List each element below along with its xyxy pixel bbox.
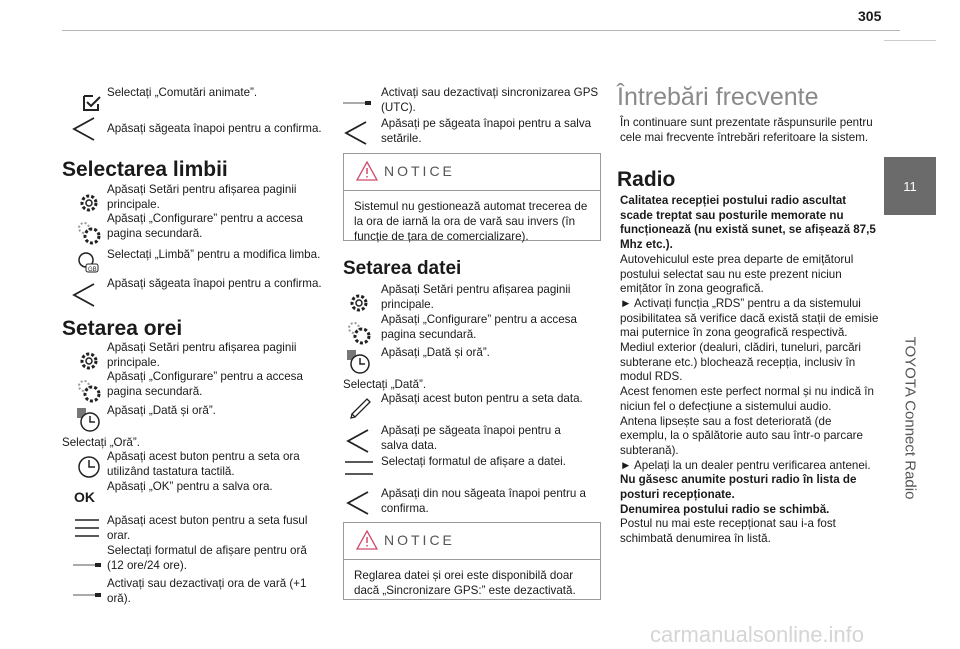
- menu-icon: [72, 514, 102, 544]
- toggle-icon: [342, 88, 372, 118]
- time-step-datetime: Apăsați „Dată și oră”.: [107, 404, 216, 417]
- config-gear-icon: [74, 218, 104, 248]
- date-format-icon: [344, 453, 374, 483]
- clock-icon: [344, 347, 374, 377]
- notice-title: NOTICE: [384, 163, 455, 179]
- back-arrow-icon: [344, 488, 374, 518]
- date-step-format: Selectați formatul de afișare a datei.: [381, 455, 566, 468]
- section-title-time: Setarea orei: [62, 317, 183, 340]
- step-back-save: Apăsați pe săgeata înapoi pentru a salva setările.: [381, 117, 592, 145]
- radio-faq-text: [620, 194, 880, 547]
- time-step-config: Apăsați „Configurare” pentru a accesa pagina secundară.: [107, 370, 303, 398]
- time-step-timezone: Apăsați acest buton pentru a seta fusul orar.: [107, 514, 308, 542]
- toggle-icon: [72, 580, 102, 610]
- faq-answer: Autovehiculul este prea departe de emițătorul postului selectat sau nu este prezent niciun emițător în zona geografică.: [620, 252, 854, 296]
- faq-answer: ► Activați funcția „RDS” pentru a da sistemului posibilitatea să verifice dacă există stații de emisie mai puternice în zona geografică respectivă.: [620, 296, 879, 340]
- time-step-keyboard: Apăsați acest buton pentru a seta ora utilizând tastatura tactilă.: [107, 450, 300, 478]
- faq-intro: În continuare sunt prezentate răspunsurile pentru cele mai frecvente întrebări referitoare la sistem.: [620, 116, 873, 144]
- gear-icon: [74, 188, 104, 218]
- notice-body: Reglarea datei și orei este disponibilă doar dacă „Sincronizare GPS:” este dezactivată.: [354, 569, 576, 597]
- warning-icon: [356, 530, 378, 550]
- side-tab-rule: [884, 40, 936, 41]
- section-title-date: Setarea datei: [343, 258, 462, 279]
- date-step-confirm: Apăsați din nou săgeata înapoi pentru a confirma.: [381, 487, 586, 515]
- lang-step-config: Apăsați „Configurare” pentru a accesa pagina secundară.: [107, 212, 303, 240]
- faq-question: Denumirea postului radio se schimbă.: [620, 502, 830, 516]
- faq-question: Nu găsesc anumite posturi radio în lista de posturi recepționate.: [620, 473, 857, 502]
- svg-text:GB: GB: [88, 267, 97, 273]
- config-gear-icon: [344, 318, 374, 348]
- notice-body: Sistemul nu gestionează automat trecerea de la ora de iarnă la ora de vară sau invers (în funcție de țara de comercializare).: [354, 200, 588, 243]
- faq-answer: Mediul exterior (dealuri, clădiri, tuneluri, parcări subterane etc.) blochează recepția, inclusiv în modul RDS.: [620, 341, 861, 384]
- gear-icon: [344, 288, 374, 318]
- lang-step-back: Apăsați săgeata înapoi pentru a confirma.: [107, 277, 322, 290]
- back-arrow-icon: [342, 118, 372, 148]
- page-number: 305: [858, 8, 882, 24]
- pencil-icon: [346, 390, 376, 420]
- lang-step-settings: Apăsați Setări pentru afișarea paginii principale.: [107, 183, 297, 211]
- step-gps-sync: Activați sau dezactivați sincronizarea GPS (UTC).: [381, 86, 599, 114]
- faq-answer: Postul nu mai este recepționat sau i-a fost schimbată denumirea în listă.: [620, 517, 836, 546]
- notice-header: [344, 523, 600, 560]
- language-icon: [74, 248, 104, 278]
- date-step-settings: Apăsați Setări pentru afișarea paginii principale.: [381, 283, 571, 311]
- chapter-number: 11: [903, 178, 917, 194]
- time-step-settings: Apăsați Setări pentru afișarea paginii principale.: [107, 341, 297, 369]
- date-step-config: Apăsați „Configurare” pentru a accesa pagina secundară.: [381, 313, 577, 341]
- watermark: carmanualsonline.info: [650, 622, 865, 647]
- section-title-language: Selectarea limbii: [62, 158, 228, 181]
- lang-step-select: Selectați „Limbă” pentru a modifica limba.: [107, 248, 321, 261]
- header-rule: [62, 30, 900, 31]
- clock-icon: [74, 405, 104, 435]
- gear-icon: [74, 346, 104, 376]
- date-step-back: Apăsați pe săgeata înapoi pentru a salva data.: [381, 424, 561, 452]
- step-animations: Selectați „Comutări animate”.: [107, 86, 258, 99]
- toggle-icon: [72, 550, 102, 580]
- date-step-select-date: Selectați „Dată”.: [343, 378, 427, 391]
- step-back-confirm: Apăsați săgeata înapoi pentru a confirma.: [107, 122, 322, 135]
- faq-question: Calitatea recepției postului radio ascultat scade treptat sau posturile memorate nu funcționează (nu există sunet, se afișează 87,5 Mhz etc.).: [620, 194, 876, 252]
- ok-button-glyph: OK: [74, 489, 95, 505]
- time-step-dst: Activați sau dezactivați ora de vară (+1 oră).: [107, 577, 307, 605]
- faq-answer: ► Apelați la un dealer pentru verificarea antenei.: [620, 458, 871, 472]
- date-step-set: Apăsați acest buton pentru a seta data.: [381, 392, 583, 405]
- notice-box-dst: [343, 153, 601, 241]
- notice-header: [344, 154, 600, 191]
- back-arrow-icon: [70, 280, 100, 310]
- warning-icon: [356, 161, 378, 181]
- faq-title: Întrebări frecvente: [617, 83, 819, 111]
- faq-answer: Acest fenomen este perfect normal și nu indică în niciun fel o defecțiune a sistemului audio.: [620, 385, 874, 413]
- chapter-title: TOYOTA Connect Radio: [901, 336, 919, 500]
- notice-title: NOTICE: [384, 532, 455, 548]
- back-arrow-icon: [70, 114, 100, 144]
- faq-answer: Antena lipsește sau a fost deteriorată (de exemplu, la o spălătorie auto sau într-o parcare subterană).: [620, 414, 863, 457]
- date-step-datetime: Apăsați „Dată și oră”.: [381, 346, 490, 359]
- notice-box-gps: [343, 522, 601, 600]
- back-arrow-icon: [344, 426, 374, 456]
- time-step-format: Selectați formatul de afișare pentru oră (12 ore/24 ore).: [107, 544, 307, 572]
- chapter-tab: [884, 157, 936, 215]
- config-gear-icon: [74, 376, 104, 406]
- section-title-radio: Radio: [617, 168, 676, 191]
- time-step-select-time: Selectați „Oră”.: [62, 436, 140, 449]
- clock-icon: [74, 452, 104, 482]
- time-step-ok: Apăsați „OK” pentru a salva ora.: [107, 480, 273, 493]
